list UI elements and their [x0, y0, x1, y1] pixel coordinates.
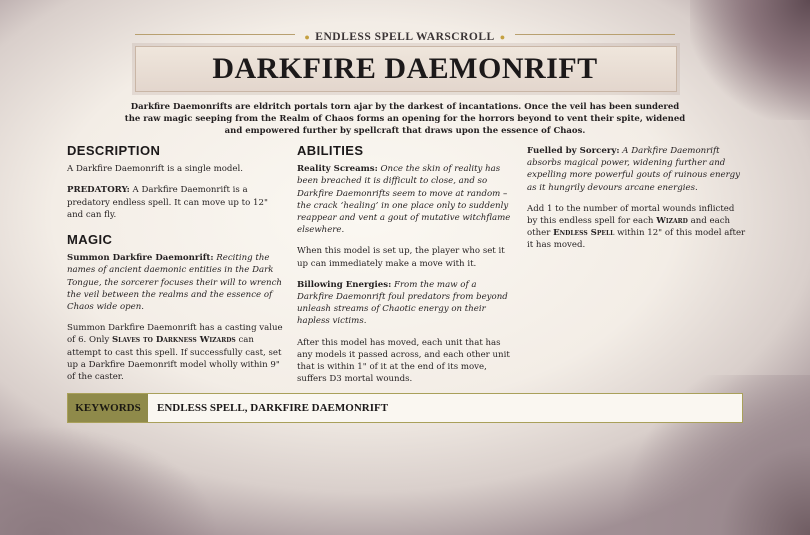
billowing-label: Billowing Energies: [297, 279, 392, 290]
fuelled-label: Fuelled by Sorcery: [527, 146, 620, 156]
page-title: DARKFIRE DAEMONRIFT [212, 52, 598, 85]
keywords-label: KEYWORDS [68, 394, 148, 422]
billowing-flavor: From the maw of a Darkfire Daemonrift foul predators from beyond unleash streams of Chaotic energy on their hapless victims. [297, 279, 508, 327]
rule-text: can attempt to cast this spell. If successfully cast, set up a Darkfire Daemonrift model wholly within 9" of the caster. [67, 335, 282, 383]
fuelled-rule [527, 203, 747, 252]
rule-text: and each other [527, 216, 731, 239]
corner-shading [0, 425, 220, 535]
subtitle-text: ENDLESS SPELL WARSCROLL [315, 31, 495, 43]
summon-rule [67, 322, 285, 383]
summon-flavor: Reciting the names of ancient daemonic entities in the Dark Tongue, the sorcerer focuses their will to wrench the veil between the realms and the essence of Chaos wide open. [67, 253, 282, 313]
intro-text: Darkfire Daemonrifts are eldritch portals torn ajar by the darkest of incantations. Once the veil has been sundered the raw magic seeping from the Realm of Chaos forms an opening for the horrors beyond to vent their spite, widened and empowered further by spellcraft that draws upon the essence of Chaos. [124, 102, 686, 136]
rule-text: Add 1 to the number of mortal wounds inflicted by this endless spell for each [527, 203, 735, 227]
reality-rule: When this model is set up, the player who set it up can immediately make a move with it. [297, 246, 505, 269]
rule-text: within 12" of this model after it has moved. [527, 228, 746, 251]
warscroll-subtitle [0, 31, 810, 43]
description-text: A Darkfire Daemonrift is a single model. [67, 164, 243, 175]
column-left [67, 145, 285, 392]
fuelled-paragraph [527, 145, 747, 194]
description-heading: DESCRIPTION [67, 143, 161, 158]
summon-paragraph [67, 252, 285, 313]
billowing-rule: After this model has moved, each unit that has any models it passed across, and each other unit that is within 1" of it at the end of its move, suffers D3 mortal wounds. [297, 337, 510, 385]
rule-keyword: Endless Spell [553, 228, 615, 239]
predatory-text: A Darkfire Daemonrift is a predatory endless spell. It can move up to 12" and can fly. [67, 185, 268, 220]
summon-label: Summon Darkfire Daemonrift: [67, 253, 214, 264]
rule-keyword: Wizard [656, 216, 688, 227]
column-middle [297, 145, 515, 394]
keywords-bar [67, 393, 743, 423]
rule-text: Summon Darkfire Daemonrift has a casting value of 6. Only [67, 323, 283, 346]
reality-label: Reality Screams: [297, 164, 378, 175]
column-right [527, 145, 747, 261]
bullet-icon: ● [499, 32, 506, 42]
rule-keyword: Slaves to Darkness Wizards [111, 335, 236, 346]
bullet-icon: ● [304, 32, 311, 42]
reality-flavor: Once the skin of reality has been breached it is difficult to close, and so Darkfire Daemonrifts seem to move at random – the crack ‘healing’ in one place only to suddenly reappear and vent a gout of mutative witchflame elsewhere. [297, 164, 511, 236]
predatory-label: PREDATORY: [67, 185, 130, 196]
reality-paragraph [297, 163, 515, 236]
keywords-value: ENDLESS SPELL, DARKFIRE DAEMONRIFT [157, 402, 389, 414]
magic-heading: MAGIC [67, 232, 113, 248]
abilities-heading: ABILITIES [297, 143, 364, 158]
billowing-paragraph [297, 279, 515, 328]
fuelled-flavor: A Darkfire Daemonrift absorbs magical power, widening further and expelling more powerful gouts of ruinous energy as it hungrily devours arcane energies. [527, 146, 741, 193]
predatory-paragraph [67, 184, 285, 221]
